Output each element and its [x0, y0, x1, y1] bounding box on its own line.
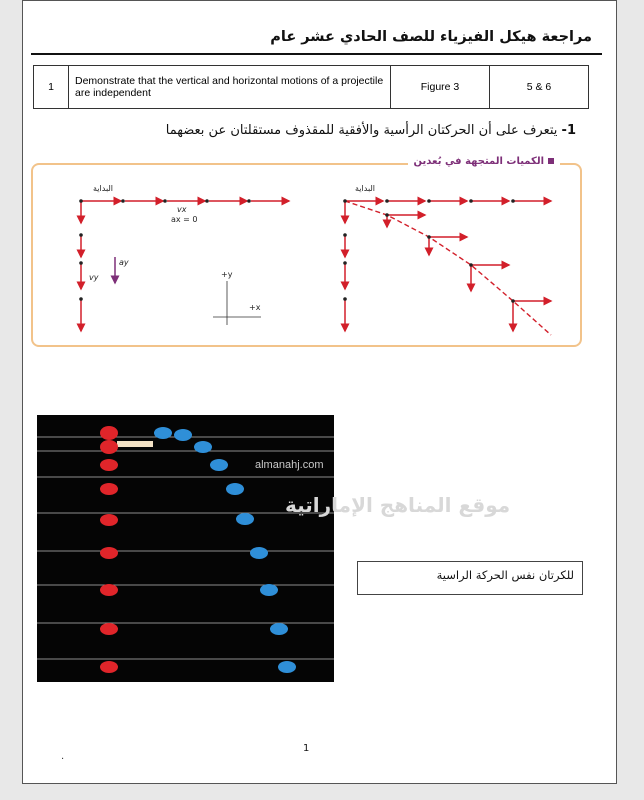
strobe-photo	[37, 415, 334, 682]
figure-ref: Figure 3	[391, 66, 490, 109]
caption-square-icon	[548, 158, 554, 164]
question-text: يتعرف على أن الحركتان الرأسية والأفقية للمقذوف مستقلتان عن بعضهما	[165, 123, 562, 138]
title-underline	[31, 53, 602, 55]
diagram-svg	[33, 165, 580, 345]
pages-ref: 5 & 6	[490, 66, 589, 109]
ay-label: ay	[119, 258, 129, 267]
objective-table	[33, 65, 589, 109]
watermark-text: موقع المناهج الإماراتية	[285, 493, 511, 517]
document-page	[22, 0, 617, 784]
ax-label: ax = 0	[171, 215, 198, 224]
question-1	[166, 123, 576, 138]
objective-number: 1	[34, 66, 69, 109]
right-horizontal-arrows	[345, 201, 551, 301]
vector-diagram	[31, 156, 582, 347]
launcher	[117, 441, 153, 447]
strobe-photo-svg	[37, 415, 334, 682]
objective-text: Demonstrate that the vertical and horizontal motions of a projectile are independent	[69, 66, 391, 109]
question-label: 1-	[561, 123, 576, 138]
answer-box: للكرتان نفس الحركة الراسية	[357, 561, 583, 595]
left-dots	[79, 199, 251, 301]
red-balls	[100, 426, 118, 673]
objective-row	[34, 66, 589, 109]
vx-label: vx	[177, 205, 187, 214]
start-label-left: البداية	[93, 184, 114, 193]
trajectory-dashed	[345, 201, 551, 335]
plus-y-label: +y	[221, 270, 233, 279]
start-label-right: البداية	[355, 184, 376, 193]
page-number: 1	[303, 743, 310, 754]
page-title: مراجعة هيكل الفيزياء للصف الحادي عشر عام	[270, 29, 592, 45]
caption-text: الكميات المتجهة في بُعدين	[413, 156, 544, 167]
right-vertical-arrows	[345, 201, 513, 331]
vy-label: vy	[89, 273, 99, 282]
watermark-site: almanahj.com	[255, 459, 324, 471]
plus-x-label: +x	[249, 303, 261, 312]
footer-dot: .	[61, 751, 65, 762]
